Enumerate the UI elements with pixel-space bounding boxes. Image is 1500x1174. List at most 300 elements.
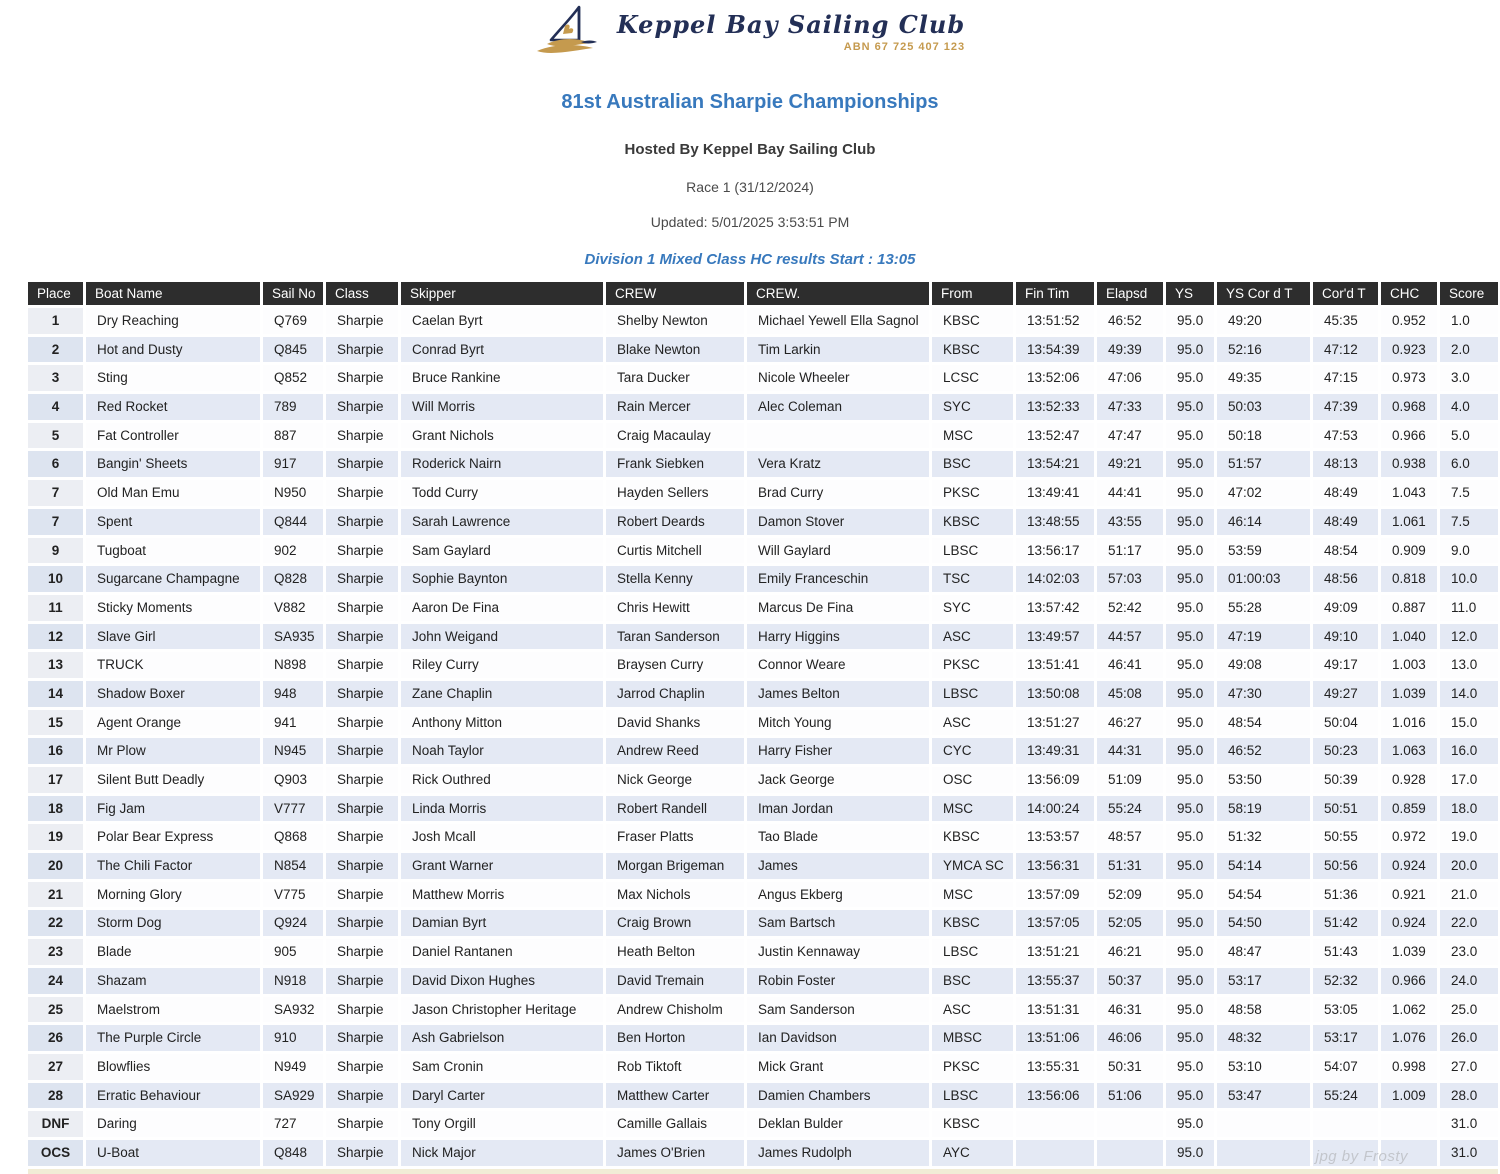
hosted-by-line: Hosted By Keppel Bay Sailing Club xyxy=(624,141,876,158)
cell-sail-no: Q769 xyxy=(263,308,323,334)
cell-class: Sharpie xyxy=(326,1054,398,1080)
cell-chc: 0.909 xyxy=(1381,538,1437,564)
cell-place: 16 xyxy=(28,738,83,764)
cell-sail-no: 887 xyxy=(263,423,323,449)
cell-from: MSC xyxy=(932,423,1013,449)
cell-sail-no: SA932 xyxy=(263,997,323,1023)
cell-skipper: Ash Gabrielson xyxy=(401,1025,603,1051)
cell-ys: 95.0 xyxy=(1166,939,1214,965)
column-header-fin-tim: Fin Tim xyxy=(1016,282,1094,305)
cell-cor-d-t: 50:39 xyxy=(1313,767,1378,793)
cell-chc: 0.952 xyxy=(1381,308,1437,334)
cell-score: 21.0 xyxy=(1440,882,1498,908)
cell-chc: 0.998 xyxy=(1381,1054,1437,1080)
cell-boat-name: Dry Reaching xyxy=(86,308,260,334)
cell-score: 31.0 xyxy=(1440,1140,1498,1166)
cell-skipper: Riley Curry xyxy=(401,652,603,678)
cell-from: BSC xyxy=(932,968,1013,994)
table-row xyxy=(28,882,1498,908)
cell-fin-tim: 13:48:55 xyxy=(1016,509,1094,535)
cell-crew: Tao Blade xyxy=(747,824,929,850)
cell-place: 3 xyxy=(28,365,83,391)
cell-chc: 1.043 xyxy=(1381,480,1437,506)
cell-from: ASC xyxy=(932,997,1013,1023)
cell-elapsd xyxy=(1097,1111,1163,1137)
cell-class: Sharpie xyxy=(326,1025,398,1051)
cell-crew: Andrew Reed xyxy=(606,738,744,764)
cell-cor-d-t: 51:43 xyxy=(1313,939,1378,965)
table-row xyxy=(28,423,1498,449)
cell-fin-tim xyxy=(1016,1140,1094,1166)
cell-sail-no: N918 xyxy=(263,968,323,994)
cell-place: 10 xyxy=(28,566,83,592)
cell-fin-tim: 14:02:03 xyxy=(1016,566,1094,592)
cell-elapsd: 45:08 xyxy=(1097,681,1163,707)
cell-sail-no: 917 xyxy=(263,451,323,477)
cell-ys-cor-d-t: 54:54 xyxy=(1217,882,1310,908)
cell-cor-d-t: 51:42 xyxy=(1313,910,1378,936)
cell-boat-name: Fat Controller xyxy=(86,423,260,449)
cell-ys: 95.0 xyxy=(1166,681,1214,707)
cell-ys-cor-d-t: 53:17 xyxy=(1217,968,1310,994)
cell-fin-tim: 14:00:24 xyxy=(1016,796,1094,822)
cell-chc: 1.039 xyxy=(1381,939,1437,965)
cell-cor-d-t: 47:39 xyxy=(1313,394,1378,420)
cell-crew: Mitch Young xyxy=(747,710,929,736)
cell-cor-d-t: 50:23 xyxy=(1313,738,1378,764)
cell-score: 17.0 xyxy=(1440,767,1498,793)
cell-elapsd: 47:33 xyxy=(1097,394,1163,420)
cell-score: 20.0 xyxy=(1440,853,1498,879)
cell-boat-name: Fig Jam xyxy=(86,796,260,822)
cell-score: 26.0 xyxy=(1440,1025,1498,1051)
cell-ys-cor-d-t: 48:58 xyxy=(1217,997,1310,1023)
column-header-elapsd: Elapsd xyxy=(1097,282,1163,305)
cell-from: LBSC xyxy=(932,939,1013,965)
cell-fin-tim: 13:51:52 xyxy=(1016,308,1094,334)
bottom-strip xyxy=(28,1169,1498,1174)
cell-place: 27 xyxy=(28,1054,83,1080)
cell-crew: Nick George xyxy=(606,767,744,793)
cell-ys-cor-d-t: 47:19 xyxy=(1217,624,1310,650)
cell-score: 6.0 xyxy=(1440,451,1498,477)
cell-sail-no: N949 xyxy=(263,1054,323,1080)
race-line: Race 1 (31/12/2024) xyxy=(686,179,814,195)
cell-elapsd: 46:21 xyxy=(1097,939,1163,965)
club-name: Keppel Bay Sailing Club xyxy=(616,10,966,39)
cell-ys: 95.0 xyxy=(1166,1054,1214,1080)
cell-place: 1 xyxy=(28,308,83,334)
cell-class: Sharpie xyxy=(326,1140,398,1166)
cell-chc: 0.887 xyxy=(1381,595,1437,621)
cell-crew: Max Nichols xyxy=(606,882,744,908)
cell-ys-cor-d-t: 55:28 xyxy=(1217,595,1310,621)
cell-crew: Stella Kenny xyxy=(606,566,744,592)
cell-chc: 1.061 xyxy=(1381,509,1437,535)
cell-crew: Andrew Chisholm xyxy=(606,997,744,1023)
cell-sail-no: V775 xyxy=(263,882,323,908)
cell-ys-cor-d-t: 48:47 xyxy=(1217,939,1310,965)
cell-skipper: Jason Christopher Heritage xyxy=(401,997,603,1023)
cell-sail-no: N898 xyxy=(263,652,323,678)
cell-crew: James xyxy=(747,853,929,879)
cell-ys-cor-d-t: 47:02 xyxy=(1217,480,1310,506)
cell-ys-cor-d-t: 53:50 xyxy=(1217,767,1310,793)
cell-sail-no: Q924 xyxy=(263,910,323,936)
cell-ys: 95.0 xyxy=(1166,1111,1214,1137)
cell-elapsd: 46:41 xyxy=(1097,652,1163,678)
cell-chc: 1.062 xyxy=(1381,997,1437,1023)
cell-chc: 0.818 xyxy=(1381,566,1437,592)
cell-chc: 1.039 xyxy=(1381,681,1437,707)
cell-place: 26 xyxy=(28,1025,83,1051)
cell-crew: David Tremain xyxy=(606,968,744,994)
column-header-ys-cor-d-t: YS Cor d T xyxy=(1217,282,1310,305)
cell-cor-d-t: 54:07 xyxy=(1313,1054,1378,1080)
cell-crew: Rain Mercer xyxy=(606,394,744,420)
cell-class: Sharpie xyxy=(326,939,398,965)
cell-crew: Michael Yewell Ella Sagnol xyxy=(747,308,929,334)
cell-ys-cor-d-t: 50:18 xyxy=(1217,423,1310,449)
cell-ys-cor-d-t: 54:14 xyxy=(1217,853,1310,879)
results-table xyxy=(28,282,1498,1174)
cell-ys: 95.0 xyxy=(1166,509,1214,535)
cell-chc: 0.924 xyxy=(1381,853,1437,879)
cell-ys: 95.0 xyxy=(1166,480,1214,506)
cell-crew: Damien Chambers xyxy=(747,1083,929,1109)
cell-fin-tim: 13:50:08 xyxy=(1016,681,1094,707)
cell-ys: 95.0 xyxy=(1166,882,1214,908)
cell-score: 13.0 xyxy=(1440,652,1498,678)
cell-boat-name: The Chili Factor xyxy=(86,853,260,879)
cell-ys: 95.0 xyxy=(1166,1025,1214,1051)
cell-boat-name: Sugarcane Champagne xyxy=(86,566,260,592)
division-results-line: Division 1 Mixed Class HC results Start : 13:05 xyxy=(584,251,916,268)
cell-skipper: Daryl Carter xyxy=(401,1083,603,1109)
cell-skipper: Caelan Byrt xyxy=(401,308,603,334)
cell-ys: 95.0 xyxy=(1166,595,1214,621)
cell-from: PKSC xyxy=(932,1054,1013,1080)
cell-cor-d-t: 45:35 xyxy=(1313,308,1378,334)
table-row xyxy=(28,939,1498,965)
cell-from: LBSC xyxy=(932,1083,1013,1109)
cell-ys-cor-d-t: 49:08 xyxy=(1217,652,1310,678)
cell-sail-no: Q868 xyxy=(263,824,323,850)
cell-fin-tim: 13:55:31 xyxy=(1016,1054,1094,1080)
table-row xyxy=(28,1054,1498,1080)
cell-place: 15 xyxy=(28,710,83,736)
cell-cor-d-t: 49:17 xyxy=(1313,652,1378,678)
cell-boat-name: Blowflies xyxy=(86,1054,260,1080)
cell-chc: 1.063 xyxy=(1381,738,1437,764)
club-logo xyxy=(535,2,965,58)
cell-skipper: Nick Major xyxy=(401,1140,603,1166)
cell-fin-tim: 13:51:27 xyxy=(1016,710,1094,736)
cell-class: Sharpie xyxy=(326,997,398,1023)
cell-ys: 95.0 xyxy=(1166,308,1214,334)
cell-ys: 95.0 xyxy=(1166,394,1214,420)
cell-chc: 1.016 xyxy=(1381,710,1437,736)
cell-score: 1.0 xyxy=(1440,308,1498,334)
cell-sail-no: N950 xyxy=(263,480,323,506)
table-row xyxy=(28,796,1498,822)
cell-boat-name: Erratic Behaviour xyxy=(86,1083,260,1109)
cell-fin-tim: 13:49:31 xyxy=(1016,738,1094,764)
cell-ys-cor-d-t: 50:03 xyxy=(1217,394,1310,420)
table-row xyxy=(28,1083,1498,1109)
table-row xyxy=(28,538,1498,564)
cell-place: 6 xyxy=(28,451,83,477)
cell-ys: 95.0 xyxy=(1166,796,1214,822)
cell-skipper: Damian Byrt xyxy=(401,910,603,936)
cell-from: KBSC xyxy=(932,910,1013,936)
cell-fin-tim: 13:57:05 xyxy=(1016,910,1094,936)
cell-skipper: Linda Morris xyxy=(401,796,603,822)
cell-fin-tim: 13:56:17 xyxy=(1016,538,1094,564)
cell-skipper: Tony Orgill xyxy=(401,1111,603,1137)
cell-boat-name: Morning Glory xyxy=(86,882,260,908)
column-header-from: From xyxy=(932,282,1013,305)
cell-crew: Ian Davidson xyxy=(747,1025,929,1051)
cell-cor-d-t: 50:51 xyxy=(1313,796,1378,822)
cell-ys-cor-d-t: 51:32 xyxy=(1217,824,1310,850)
column-header-ys: YS xyxy=(1166,282,1214,305)
cell-score: 27.0 xyxy=(1440,1054,1498,1080)
cell-elapsd: 47:47 xyxy=(1097,423,1163,449)
cell-crew: Brad Curry xyxy=(747,480,929,506)
cell-skipper: Roderick Nairn xyxy=(401,451,603,477)
cell-chc: 1.009 xyxy=(1381,1083,1437,1109)
cell-crew: Nicole Wheeler xyxy=(747,365,929,391)
cell-ys: 95.0 xyxy=(1166,451,1214,477)
table-row xyxy=(28,853,1498,879)
cell-class: Sharpie xyxy=(326,796,398,822)
cell-from: SYC xyxy=(932,595,1013,621)
cell-fin-tim: 13:57:09 xyxy=(1016,882,1094,908)
table-row xyxy=(28,968,1498,994)
cell-boat-name: Mr Plow xyxy=(86,738,260,764)
column-header-chc: CHC xyxy=(1381,282,1437,305)
cell-score: 7.5 xyxy=(1440,480,1498,506)
cell-ys-cor-d-t: 47:30 xyxy=(1217,681,1310,707)
sailboat-icon xyxy=(535,4,613,60)
cell-skipper: Conrad Byrt xyxy=(401,337,603,363)
cell-from: YMCA SC xyxy=(932,853,1013,879)
cell-boat-name: Old Man Emu xyxy=(86,480,260,506)
cell-fin-tim: 13:55:37 xyxy=(1016,968,1094,994)
cell-place: 18 xyxy=(28,796,83,822)
cell-ys: 95.0 xyxy=(1166,538,1214,564)
cell-sail-no: N945 xyxy=(263,738,323,764)
cell-fin-tim: 13:51:21 xyxy=(1016,939,1094,965)
cell-place: 13 xyxy=(28,652,83,678)
table-row xyxy=(28,738,1498,764)
cell-boat-name: TRUCK xyxy=(86,652,260,678)
cell-fin-tim: 13:51:31 xyxy=(1016,997,1094,1023)
cell-score: 5.0 xyxy=(1440,423,1498,449)
cell-sail-no: 941 xyxy=(263,710,323,736)
cell-ys: 95.0 xyxy=(1166,652,1214,678)
cell-place: 2 xyxy=(28,337,83,363)
cell-ys-cor-d-t: 53:10 xyxy=(1217,1054,1310,1080)
cell-boat-name: Storm Dog xyxy=(86,910,260,936)
column-header-place: Place xyxy=(28,282,83,305)
cell-cor-d-t: 47:53 xyxy=(1313,423,1378,449)
cell-cor-d-t: 55:24 xyxy=(1313,1083,1378,1109)
club-abn: ABN 67 725 407 123 xyxy=(843,41,966,53)
cell-chc: 0.966 xyxy=(1381,423,1437,449)
cell-sail-no: SA935 xyxy=(263,624,323,650)
cell-crew xyxy=(747,423,929,449)
cell-from: SYC xyxy=(932,394,1013,420)
cell-ys: 95.0 xyxy=(1166,910,1214,936)
cell-cor-d-t: 50:56 xyxy=(1313,853,1378,879)
cell-crew: Mick Grant xyxy=(747,1054,929,1080)
cell-score: 9.0 xyxy=(1440,538,1498,564)
cell-chc: 0.859 xyxy=(1381,796,1437,822)
table-row xyxy=(28,480,1498,506)
cell-sail-no: 910 xyxy=(263,1025,323,1051)
cell-class: Sharpie xyxy=(326,365,398,391)
column-header-sail-no: Sail No xyxy=(263,282,323,305)
cell-from: KBSC xyxy=(932,308,1013,334)
cell-crew: Frank Siebken xyxy=(606,451,744,477)
cell-chc: 0.928 xyxy=(1381,767,1437,793)
cell-cor-d-t: 53:17 xyxy=(1313,1025,1378,1051)
cell-ys: 95.0 xyxy=(1166,365,1214,391)
cell-elapsd: 46:27 xyxy=(1097,710,1163,736)
cell-place: 14 xyxy=(28,681,83,707)
cell-elapsd: 52:05 xyxy=(1097,910,1163,936)
cell-ys: 95.0 xyxy=(1166,767,1214,793)
cell-cor-d-t: 49:10 xyxy=(1313,624,1378,650)
cell-from: KBSC xyxy=(932,824,1013,850)
cell-crew: Heath Belton xyxy=(606,939,744,965)
cell-sail-no: Q903 xyxy=(263,767,323,793)
cell-crew: Robin Foster xyxy=(747,968,929,994)
cell-crew: Sam Sanderson xyxy=(747,997,929,1023)
cell-score: 24.0 xyxy=(1440,968,1498,994)
cell-sail-no: 727 xyxy=(263,1111,323,1137)
cell-place: 23 xyxy=(28,939,83,965)
cell-fin-tim: 13:53:57 xyxy=(1016,824,1094,850)
cell-score: 23.0 xyxy=(1440,939,1498,965)
cell-boat-name: Spent xyxy=(86,509,260,535)
cell-chc: 1.076 xyxy=(1381,1025,1437,1051)
watermark: jpg by Frosty xyxy=(1315,1147,1408,1165)
cell-skipper: Zane Chaplin xyxy=(401,681,603,707)
table-row xyxy=(28,1111,1498,1137)
cell-crew: Damon Stover xyxy=(747,509,929,535)
cell-score: 3.0 xyxy=(1440,365,1498,391)
cell-ys-cor-d-t: 53:59 xyxy=(1217,538,1310,564)
cell-crew: Harry Fisher xyxy=(747,738,929,764)
cell-skipper: Noah Taylor xyxy=(401,738,603,764)
cell-cor-d-t: 47:12 xyxy=(1313,337,1378,363)
cell-class: Sharpie xyxy=(326,1111,398,1137)
cell-class: Sharpie xyxy=(326,882,398,908)
cell-chc: 0.938 xyxy=(1381,451,1437,477)
cell-crew: Justin Kennaway xyxy=(747,939,929,965)
table-row xyxy=(28,566,1498,592)
cell-boat-name: Hot and Dusty xyxy=(86,337,260,363)
cell-ys-cor-d-t: 53:47 xyxy=(1217,1083,1310,1109)
cell-from: PKSC xyxy=(932,652,1013,678)
cell-place: DNF xyxy=(28,1111,83,1137)
table-row xyxy=(28,337,1498,363)
cell-boat-name: Shadow Boxer xyxy=(86,681,260,707)
updated-line: Updated: 5/01/2025 3:53:51 PM xyxy=(650,214,850,230)
cell-skipper: Bruce Rankine xyxy=(401,365,603,391)
cell-crew: Morgan Brigeman xyxy=(606,853,744,879)
cell-boat-name: Slave Girl xyxy=(86,624,260,650)
cell-crew: Robert Deards xyxy=(606,509,744,535)
cell-class: Sharpie xyxy=(326,681,398,707)
cell-crew: Harry Higgins xyxy=(747,624,929,650)
cell-class: Sharpie xyxy=(326,595,398,621)
cell-skipper: Todd Curry xyxy=(401,480,603,506)
cell-boat-name: Agent Orange xyxy=(86,710,260,736)
masthead xyxy=(0,0,1500,268)
cell-fin-tim: 13:52:33 xyxy=(1016,394,1094,420)
cell-fin-tim: 13:56:06 xyxy=(1016,1083,1094,1109)
cell-from: LBSC xyxy=(932,538,1013,564)
cell-crew: Craig Brown xyxy=(606,910,744,936)
cell-place: 25 xyxy=(28,997,83,1023)
cell-skipper: Anthony Mitton xyxy=(401,710,603,736)
table-row xyxy=(28,710,1498,736)
cell-score: 16.0 xyxy=(1440,738,1498,764)
cell-crew: Braysen Curry xyxy=(606,652,744,678)
cell-crew: Sam Bartsch xyxy=(747,910,929,936)
cell-place: 28 xyxy=(28,1083,83,1109)
cell-class: Sharpie xyxy=(326,968,398,994)
cell-elapsd: 46:52 xyxy=(1097,308,1163,334)
cell-ys: 95.0 xyxy=(1166,997,1214,1023)
column-header-skipper: Skipper xyxy=(401,282,603,305)
cell-crew: Emily Franceschin xyxy=(747,566,929,592)
cell-crew: David Shanks xyxy=(606,710,744,736)
cell-chc: 0.968 xyxy=(1381,394,1437,420)
cell-ys: 95.0 xyxy=(1166,1083,1214,1109)
cell-chc: 0.923 xyxy=(1381,337,1437,363)
cell-score: 19.0 xyxy=(1440,824,1498,850)
cell-ys: 95.0 xyxy=(1166,853,1214,879)
cell-chc: 0.972 xyxy=(1381,824,1437,850)
cell-ys-cor-d-t: 01:00:03 xyxy=(1217,566,1310,592)
cell-ys-cor-d-t: 49:20 xyxy=(1217,308,1310,334)
cell-class: Sharpie xyxy=(326,1083,398,1109)
cell-skipper: Matthew Morris xyxy=(401,882,603,908)
table-row xyxy=(28,365,1498,391)
column-header-cor-d-t: Cor'd T xyxy=(1313,282,1378,305)
cell-place: 19 xyxy=(28,824,83,850)
cell-class: Sharpie xyxy=(326,509,398,535)
cell-place: 7 xyxy=(28,509,83,535)
cell-fin-tim: 13:51:41 xyxy=(1016,652,1094,678)
cell-elapsd: 52:42 xyxy=(1097,595,1163,621)
cell-elapsd: 57:03 xyxy=(1097,566,1163,592)
cell-from: KBSC xyxy=(932,509,1013,535)
cell-crew: Jack George xyxy=(747,767,929,793)
cell-cor-d-t: 52:32 xyxy=(1313,968,1378,994)
cell-class: Sharpie xyxy=(326,738,398,764)
cell-from: ASC xyxy=(932,710,1013,736)
cell-boat-name: The Purple Circle xyxy=(86,1025,260,1051)
cell-elapsd: 50:37 xyxy=(1097,968,1163,994)
cell-chc: 0.966 xyxy=(1381,968,1437,994)
table-row xyxy=(28,595,1498,621)
